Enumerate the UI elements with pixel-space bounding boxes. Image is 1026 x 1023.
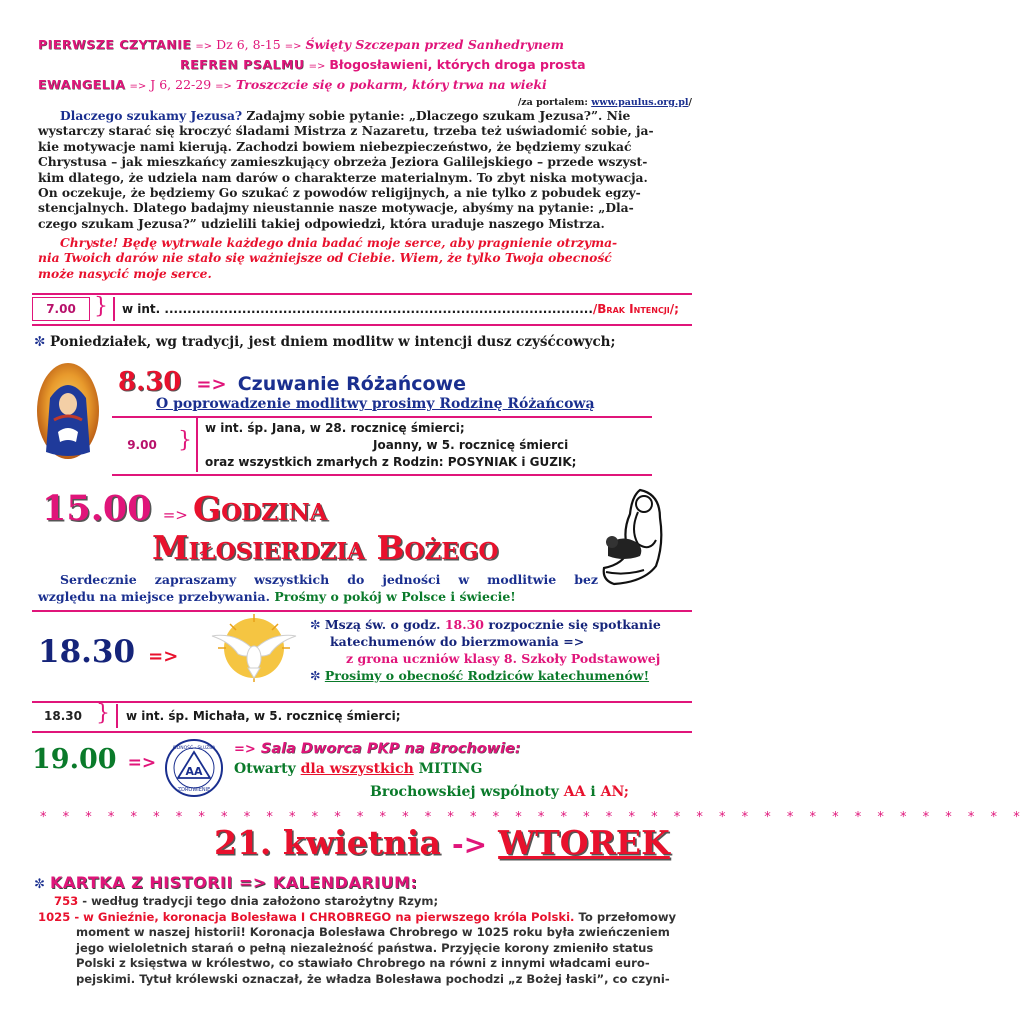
next-day-date: 21. kwietnia bbox=[214, 823, 441, 862]
separator: * * * * * * * * * * * * * * * * * * * * * * * * * * * * * * * * * * * * * * * * * * * * bbox=[40, 810, 1026, 825]
gospel: EWANGELIA => J 6, 22-29 => Troszczcie się o pokarm, który trwa na wieki bbox=[38, 77, 547, 92]
mass-intention-900: w int. śp. Jana, w 28. rocznicę śmierci; Joanny, w 5. rocznicę śmierci oraz wszystkich zmarłych z Rodzin: POSYNIAK i GUZIK; bbox=[205, 421, 577, 469]
madonna-image bbox=[36, 362, 100, 460]
divider bbox=[32, 610, 692, 612]
svg-text:ZDROWIENIE: ZDROWIENIE bbox=[177, 787, 211, 793]
mass-time-700: 7.00 bbox=[32, 297, 90, 321]
mercy-title-1: Godzina bbox=[192, 489, 328, 528]
history-entry: 1025 - w Gnieźnie, koronacja Bolesława I CHROBREGO na pierwszego króla Polski. To przełomowy bbox=[38, 909, 677, 924]
first-reading-ref: Dz 6, 8-15 bbox=[216, 37, 281, 52]
mercy-text: Serdecznie zapraszamy wszystkich do jedności w modlitwie bez względu na miejsce przebywania. Prośmy o pokój w Polsce i świecie! bbox=[38, 572, 598, 604]
reflection-lead: Dlaczego szukamy Jezusa? bbox=[60, 108, 243, 123]
gospel-ref: J 6, 22-29 bbox=[150, 77, 212, 92]
history-list: 753 - według tradycji tego dnia założono starożytny Rzym; 1025 - w Gnieźnie, koronacja Bolesława I CHROBREGO na pierwszego króla Polski. To przełomowy moment w naszej historii! Koronacja Bolesława Chrobrego w 1025 roku była zwieńczeniem jego wieloletnich starań o pełną niezależność państwa. Przyjęcie korony zmieniło status Polski z księstwa w królestwo, co stawiało Chrobrego na równi z innymi władcami euro- pejskimi. Tytuł królewski oznaczał, że władza Bolesława pochodzi „z Bożej łaski”, co czyni- bbox=[38, 894, 693, 987]
aa-logo-icon bbox=[164, 738, 224, 798]
divider bbox=[32, 324, 692, 326]
asterisk-icon: ✼ bbox=[34, 334, 46, 350]
divider bbox=[112, 474, 652, 476]
asterisk-icon: ✼ bbox=[34, 877, 45, 892]
source-link[interactable]: www.paulus.org.pl bbox=[591, 97, 689, 108]
prayer-text: Chryste! Będę wytrwale każdego dnia badać moje serce, aby pragnienie otrzyma- nia Twoich darów nie stało się ważniejsze od Ciebie. Wiem, że tylko Twoja obecność może nasycić moje serce. bbox=[38, 235, 618, 281]
history-entry: 753 - według tradycji tego dnia założono starożytny Rzym; bbox=[54, 894, 439, 908]
divider bbox=[32, 293, 692, 295]
rosary-title: Czuwanie Różańcowe bbox=[237, 373, 466, 395]
rosary-heading: 8.30 => Czuwanie Różańcowe bbox=[118, 367, 466, 397]
mass-intention-700: w int. ............................................................................................../Brak Intencji/; bbox=[122, 302, 679, 316]
mercy-time: 15.00 bbox=[42, 488, 152, 529]
asterisk-icon: ✼ bbox=[310, 617, 321, 632]
divider bbox=[32, 701, 692, 703]
asterisk-icon: ✼ bbox=[310, 668, 321, 683]
monday-note: ✼ Poniedziałek, wg tradycji, jest dniem modlitw w intencji dusz czyśćcowych; bbox=[34, 334, 616, 350]
first-reading-title: Święty Szczepan przed Sanhedrynem bbox=[305, 37, 564, 52]
confirmation-heading: 18.30 => bbox=[38, 634, 179, 670]
history-heading: ✼ KARTKA Z HISTORII => KALENDARIUM: bbox=[34, 873, 418, 892]
source-credit: /za portalem: www.paulus.org.pl/ bbox=[517, 97, 692, 108]
psalm: REFREN PSALMU => Błogosławieni, których droga prosta bbox=[180, 57, 586, 72]
aa-heading: 19.00 => bbox=[32, 744, 157, 775]
brace: } bbox=[94, 294, 108, 319]
divider bbox=[116, 704, 118, 728]
svg-text:AA: AA bbox=[185, 765, 203, 778]
divider bbox=[32, 731, 692, 733]
psalm-label: REFREN PSALMU bbox=[180, 57, 305, 72]
first-reading-label: PIERWSZE CZYTANIE bbox=[38, 37, 192, 52]
reflection-paragraph: Dlaczego szukamy Jezusa? Zadajmy sobie pytanie: „Dlaczego szukam Jezusa?”. Nie wystarczy starać się kroczyć śladami Mistrza z Nazaretu, trzeba też uświadomić sobie, ja- kie motywacje nami kierują. Zachodzi bowiem niebezpieczeństwo, że będziemy szukać Chrystusa – jak mieszkańcy zamieszkujący obrzeża Jeziora Galilejskiego – przede wszyst- kim dlatego, że udziela nam darów o charakterze materialnym. To zbyt niska motywacja. On oczekuje, że będziemy Go szukać z powodów religijnych, a nie tylko z pobudek egzy- stencjalnych. Dlatego badajmy nieustannie nasze motywacje, abyśmy na pytanie: „Dla- czego szukam Jezusa?” udzielili takiej odpowiedzi, która uraduje naszego Mistrza. bbox=[38, 108, 654, 231]
aa-line-3: Brochowskiej wspólnoty AA i AN; bbox=[370, 784, 629, 800]
aa-place-line: => Sala Dworca PKP na Brochowie: bbox=[234, 741, 521, 757]
aa-time: 19.00 bbox=[32, 744, 117, 775]
divider bbox=[196, 418, 198, 472]
first-reading: PIERWSZE CZYTANIE => Dz 6, 8-15 => Święty Szczepan przed Sanhedrynem bbox=[38, 37, 564, 52]
aa-place: Sala Dworca PKP na Brochowie: bbox=[260, 741, 521, 757]
dove-icon bbox=[206, 612, 302, 684]
svg-text:JEDNOŚĆ · SŁUŻBA: JEDNOŚĆ · SŁUŻBA bbox=[172, 746, 216, 751]
confirmation-text: ✼ Mszą św. o godz. 18.30 rozpocznie się spotkanie katechumenów do bierzmowania => z grona uczniów klasy 8. Szkoły Podstawowej ✼ Prosimy o obecność Rodziców katechumenów! bbox=[310, 617, 661, 683]
gospel-title: Troszczcie się o pokarm, który trwa na wieki bbox=[235, 77, 547, 92]
mass-intention-1830: w int. śp. Michała, w 5. rocznicę śmierci; bbox=[126, 709, 401, 723]
mass-time-900: 9.00 bbox=[112, 418, 172, 472]
mass-time-1830: 18.30 bbox=[32, 704, 94, 728]
mercy-heading: 15.00 => Godzina bbox=[42, 488, 328, 529]
divider bbox=[113, 297, 115, 321]
gospel-label: EWANGELIA bbox=[38, 77, 126, 92]
brace: } bbox=[178, 428, 192, 453]
psalm-title: Błogosławieni, których droga prosta bbox=[329, 57, 586, 72]
mercy-title-2: Miłosierdzia Bożego bbox=[152, 528, 499, 567]
rosary-subtitle: O poprowadzenie modlitwy prosimy Rodzinę Różańcową bbox=[156, 396, 595, 412]
rosary-time: 8.30 bbox=[118, 367, 182, 397]
divider bbox=[112, 416, 652, 418]
next-day-heading: 21. kwietnia -> WTOREK bbox=[214, 823, 670, 862]
brace: } bbox=[96, 701, 110, 726]
pieta-image bbox=[594, 484, 674, 588]
aa-line-2: Otwarty dla wszystkich MITING bbox=[234, 761, 483, 777]
next-day-weekday: WTOREK bbox=[498, 823, 670, 862]
confirmation-time: 18.30 bbox=[38, 634, 136, 670]
